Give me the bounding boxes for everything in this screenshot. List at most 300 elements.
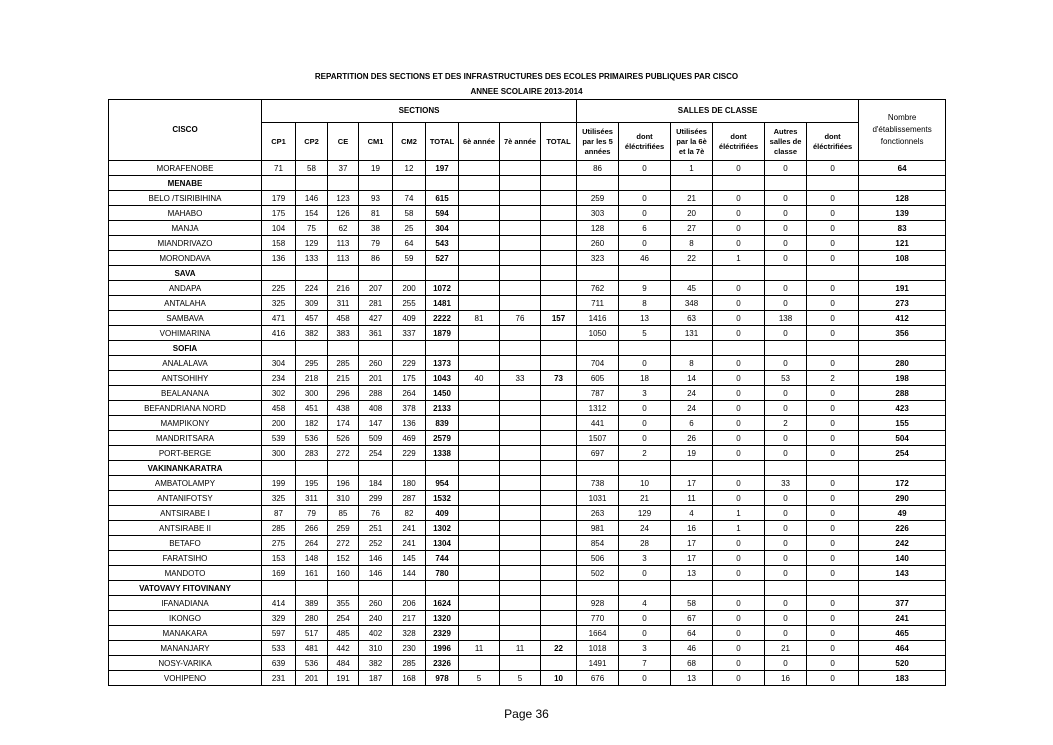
table-cell <box>541 431 577 446</box>
table-cell <box>577 266 619 281</box>
table-cell: 59 <box>393 251 426 266</box>
table-cell: 85 <box>328 506 359 521</box>
table-cell: 0 <box>713 401 765 416</box>
table-cell <box>459 446 500 461</box>
table-cell: 1450 <box>426 386 459 401</box>
table-cell: 711 <box>577 296 619 311</box>
table-cell <box>296 266 328 281</box>
table-cell: 0 <box>807 596 859 611</box>
table-cell: 0 <box>807 326 859 341</box>
table-cell <box>262 581 296 596</box>
table-cell: 144 <box>393 566 426 581</box>
table-cell: 0 <box>807 161 859 176</box>
table-cell: 1532 <box>426 491 459 506</box>
table-cell: 229 <box>393 446 426 461</box>
table-cell: 325 <box>262 296 296 311</box>
table-cell: 19 <box>359 161 393 176</box>
table-cell: 46 <box>619 251 671 266</box>
table-cell <box>500 611 541 626</box>
table-cell: 0 <box>713 191 765 206</box>
table-cell: 0 <box>807 626 859 641</box>
cisco-name: PORT-BERGE <box>109 446 262 461</box>
table-cell: 280 <box>296 611 328 626</box>
table-cell: 40 <box>459 371 500 386</box>
table-cell <box>426 581 459 596</box>
table-cell: 13 <box>671 671 713 686</box>
table-cell: 206 <box>393 596 426 611</box>
table-cell: 0 <box>765 326 807 341</box>
table-cell: 87 <box>262 506 296 521</box>
table-cell <box>541 386 577 401</box>
table-cell: 954 <box>426 476 459 491</box>
table-cell: 6 <box>619 221 671 236</box>
table-cell: 113 <box>328 251 359 266</box>
table-cell: 217 <box>393 611 426 626</box>
table-cell <box>619 341 671 356</box>
table-cell <box>541 656 577 671</box>
table-row <box>109 371 946 386</box>
table-cell: 0 <box>713 566 765 581</box>
table-cell <box>541 206 577 221</box>
table-cell <box>541 626 577 641</box>
table-row <box>109 446 946 461</box>
table-cell: 281 <box>359 296 393 311</box>
table-cell: 33 <box>765 476 807 491</box>
table-row <box>109 626 946 641</box>
table-row <box>109 251 946 266</box>
table-cell: 230 <box>393 641 426 656</box>
table-cell <box>359 461 393 476</box>
table-cell: 378 <box>393 401 426 416</box>
table-cell <box>671 461 713 476</box>
table-cell: 81 <box>359 206 393 221</box>
table-cell: 0 <box>807 401 859 416</box>
table-cell: 0 <box>619 161 671 176</box>
table-cell: 5 <box>459 671 500 686</box>
table-cell: 58 <box>393 206 426 221</box>
subheader-cell: dont éléctrifiées <box>713 123 765 161</box>
table-cell: 1481 <box>426 296 459 311</box>
table-cell <box>541 476 577 491</box>
table-cell: 770 <box>577 611 619 626</box>
table-cell: 310 <box>328 491 359 506</box>
table-cell: 383 <box>328 326 359 341</box>
table-cell <box>541 611 577 626</box>
table-cell: 198 <box>859 371 946 386</box>
subheader-cell: Utilisées par les 5 années <box>577 123 619 161</box>
table-cell: 64 <box>671 626 713 641</box>
table-cell: 241 <box>393 521 426 536</box>
table-cell <box>541 191 577 206</box>
table-cell <box>426 461 459 476</box>
table-cell: 0 <box>765 251 807 266</box>
table-cell <box>296 341 328 356</box>
table-cell: 252 <box>359 536 393 551</box>
table-cell <box>713 266 765 281</box>
cisco-name: NOSY-VARIKA <box>109 656 262 671</box>
table-cell: 389 <box>296 596 328 611</box>
subheader-cell: 7è année <box>500 123 541 161</box>
table-cell: 0 <box>807 551 859 566</box>
table-cell: 8 <box>671 236 713 251</box>
table-cell: 441 <box>577 416 619 431</box>
table-cell: 0 <box>619 356 671 371</box>
table-cell: 5 <box>500 671 541 686</box>
table-cell: 0 <box>713 491 765 506</box>
table-cell: 263 <box>577 506 619 521</box>
table-cell: 780 <box>426 566 459 581</box>
subheader-cell: Autres salles de classe <box>765 123 807 161</box>
table-cell: 0 <box>765 551 807 566</box>
table-cell: 157 <box>541 311 577 326</box>
table-cell: 11 <box>500 641 541 656</box>
table-cell: 64 <box>859 161 946 176</box>
table-cell: 16 <box>671 521 713 536</box>
table-cell <box>541 251 577 266</box>
table-cell <box>577 341 619 356</box>
table-cell <box>500 236 541 251</box>
table-cell: 615 <box>426 191 459 206</box>
table-cell: 81 <box>459 311 500 326</box>
table-cell <box>459 221 500 236</box>
table-cell: 260 <box>359 356 393 371</box>
table-cell: 0 <box>765 506 807 521</box>
table-cell: 254 <box>359 446 393 461</box>
table-cell <box>459 566 500 581</box>
table-cell <box>500 251 541 266</box>
table-cell: 2579 <box>426 431 459 446</box>
table-cell <box>459 326 500 341</box>
table-cell: 168 <box>393 671 426 686</box>
table-cell: 402 <box>359 626 393 641</box>
table-cell: 2326 <box>426 656 459 671</box>
table-cell <box>500 476 541 491</box>
cisco-name: BELO /TSIRIBIHINA <box>109 191 262 206</box>
table-cell <box>459 266 500 281</box>
table-cell <box>500 626 541 641</box>
table-cell: 86 <box>577 161 619 176</box>
table-cell: 0 <box>713 551 765 566</box>
subheader-cell: dont éléctrifiées <box>807 123 859 161</box>
table-cell: 241 <box>859 611 946 626</box>
table-cell: 136 <box>393 416 426 431</box>
table-cell: 13 <box>619 311 671 326</box>
table-cell: 311 <box>296 491 328 506</box>
table-cell: 199 <box>262 476 296 491</box>
table-cell <box>459 296 500 311</box>
table-cell: 259 <box>328 521 359 536</box>
table-cell: 21 <box>765 641 807 656</box>
table-cell: 0 <box>619 416 671 431</box>
table-cell <box>671 341 713 356</box>
table-cell: 704 <box>577 356 619 371</box>
table-cell: 158 <box>262 236 296 251</box>
region-row <box>109 266 946 281</box>
table-cell: 147 <box>359 416 393 431</box>
table-cell: 1 <box>713 506 765 521</box>
table-cell: 451 <box>296 401 328 416</box>
table-cell <box>296 176 328 191</box>
table-row <box>109 551 946 566</box>
table-cell: 325 <box>262 491 296 506</box>
table-cell <box>859 341 946 356</box>
table-cell <box>500 491 541 506</box>
table-cell: 1664 <box>577 626 619 641</box>
table-cell: 229 <box>393 356 426 371</box>
table-cell <box>541 326 577 341</box>
table-cell <box>500 581 541 596</box>
table-cell: 155 <box>859 416 946 431</box>
table-cell <box>619 176 671 191</box>
header-nombre: Nombre d'établissements fonctionnels <box>859 100 946 161</box>
table-cell: 509 <box>359 431 393 446</box>
table-cell: 136 <box>262 251 296 266</box>
table-cell <box>671 266 713 281</box>
table-cell: 240 <box>359 611 393 626</box>
table-cell <box>359 266 393 281</box>
table-cell: 140 <box>859 551 946 566</box>
table-cell: 2 <box>765 416 807 431</box>
table-row <box>109 161 946 176</box>
table-cell <box>459 521 500 536</box>
table-cell <box>426 341 459 356</box>
table-cell: 285 <box>328 356 359 371</box>
cisco-name: IKONGO <box>109 611 262 626</box>
table-cell: 1320 <box>426 611 459 626</box>
cisco-name: BETAFO <box>109 536 262 551</box>
table-cell: 175 <box>393 371 426 386</box>
table-cell: 311 <box>328 296 359 311</box>
table-cell <box>500 206 541 221</box>
table-cell: 129 <box>296 236 328 251</box>
table-cell: 200 <box>393 281 426 296</box>
table-cell <box>500 161 541 176</box>
table-cell: 82 <box>393 506 426 521</box>
region-name: SAVA <box>109 266 262 281</box>
table-cell: 1302 <box>426 521 459 536</box>
table-cell: 1 <box>713 251 765 266</box>
subheader-cell: Utilisées par la 6è et la 7è <box>671 123 713 161</box>
cisco-name: ANALALAVA <box>109 356 262 371</box>
cisco-name: VOHIPENO <box>109 671 262 686</box>
cisco-name: ANTANIFOTSY <box>109 491 262 506</box>
table-cell: 356 <box>859 326 946 341</box>
table-cell: 337 <box>393 326 426 341</box>
table-cell: 526 <box>328 431 359 446</box>
table-cell: 0 <box>765 431 807 446</box>
table-cell <box>765 461 807 476</box>
table-cell: 215 <box>328 371 359 386</box>
table-cell: 527 <box>426 251 459 266</box>
table-cell: 73 <box>541 371 577 386</box>
table-cell <box>500 386 541 401</box>
cisco-name: SAMBAVA <box>109 311 262 326</box>
table-cell: 481 <box>296 641 328 656</box>
subheader-cell: TOTAL <box>541 123 577 161</box>
table-cell: 676 <box>577 671 619 686</box>
cisco-name: FARATSIHO <box>109 551 262 566</box>
table-cell <box>459 341 500 356</box>
table-cell: 128 <box>577 221 619 236</box>
table-cell: 1416 <box>577 311 619 326</box>
cisco-name: ANTSIRABE II <box>109 521 262 536</box>
table-cell: 8 <box>619 296 671 311</box>
table-cell: 597 <box>262 626 296 641</box>
table-cell: 0 <box>807 446 859 461</box>
table-cell: 0 <box>619 206 671 221</box>
table-cell: 2222 <box>426 311 459 326</box>
table-cell <box>541 296 577 311</box>
table-cell: 738 <box>577 476 619 491</box>
table-cell <box>459 551 500 566</box>
table-cell: 38 <box>359 221 393 236</box>
table-cell <box>459 281 500 296</box>
table-cell: 300 <box>296 386 328 401</box>
table-cell: 195 <box>296 476 328 491</box>
table-cell: 355 <box>328 596 359 611</box>
table-cell: 0 <box>713 626 765 641</box>
table-cell <box>541 221 577 236</box>
table-row <box>109 326 946 341</box>
table-cell <box>393 266 426 281</box>
table-cell <box>459 416 500 431</box>
table-cell: 0 <box>765 611 807 626</box>
table-cell: 3 <box>619 551 671 566</box>
table-row <box>109 671 946 686</box>
table-cell: 502 <box>577 566 619 581</box>
table-cell <box>500 341 541 356</box>
table-cell <box>426 266 459 281</box>
table-cell <box>671 581 713 596</box>
table-cell <box>541 266 577 281</box>
table-cell: 68 <box>671 656 713 671</box>
table-cell <box>541 536 577 551</box>
table-cell: 0 <box>713 446 765 461</box>
table-row <box>109 206 946 221</box>
table-cell: 146 <box>359 551 393 566</box>
table-cell: 536 <box>296 656 328 671</box>
table-cell: 138 <box>765 311 807 326</box>
table-cell: 0 <box>713 416 765 431</box>
table-cell: 201 <box>296 671 328 686</box>
table-cell <box>713 581 765 596</box>
table-cell <box>500 296 541 311</box>
table-cell: 543 <box>426 236 459 251</box>
table-cell: 464 <box>859 641 946 656</box>
table-row <box>109 236 946 251</box>
table-cell: 24 <box>671 401 713 416</box>
table-cell: 0 <box>807 296 859 311</box>
table-row <box>109 641 946 656</box>
table-cell: 17 <box>671 476 713 491</box>
region-row <box>109 176 946 191</box>
table-cell: 533 <box>262 641 296 656</box>
table-cell: 310 <box>359 641 393 656</box>
table-cell: 1072 <box>426 281 459 296</box>
table-cell: 266 <box>296 521 328 536</box>
table-cell <box>577 581 619 596</box>
table-row <box>109 431 946 446</box>
table-cell <box>328 581 359 596</box>
table-cell: 1312 <box>577 401 619 416</box>
table-cell: 0 <box>765 446 807 461</box>
table-cell: 0 <box>765 296 807 311</box>
table-cell: 169 <box>262 566 296 581</box>
table-cell: 303 <box>577 206 619 221</box>
table-cell: 9 <box>619 281 671 296</box>
cisco-name: IFANADIANA <box>109 596 262 611</box>
table-cell <box>328 176 359 191</box>
table-cell: 7 <box>619 656 671 671</box>
cisco-name: BEFANDRIANA NORD <box>109 401 262 416</box>
table-cell: 465 <box>859 626 946 641</box>
table-cell: 469 <box>393 431 426 446</box>
subheader-cell: CP2 <box>296 123 328 161</box>
table-cell <box>459 176 500 191</box>
table-cell <box>500 266 541 281</box>
table-cell: 520 <box>859 656 946 671</box>
cisco-name: MORAFENOBE <box>109 161 262 176</box>
table-cell: 83 <box>859 221 946 236</box>
table-cell <box>541 551 577 566</box>
table-cell: 787 <box>577 386 619 401</box>
table-row <box>109 416 946 431</box>
table-cell: 260 <box>359 596 393 611</box>
table-cell: 0 <box>807 611 859 626</box>
table-cell: 304 <box>262 356 296 371</box>
table-cell: 5 <box>619 326 671 341</box>
table-cell: 200 <box>262 416 296 431</box>
table-cell <box>500 551 541 566</box>
table-cell <box>500 446 541 461</box>
table-cell: 160 <box>328 566 359 581</box>
table-cell <box>713 341 765 356</box>
table-row <box>109 296 946 311</box>
cisco-name: ANTALAHA <box>109 296 262 311</box>
table-cell: 423 <box>859 401 946 416</box>
table-cell <box>296 461 328 476</box>
table-cell <box>393 461 426 476</box>
table-cell: 216 <box>328 281 359 296</box>
table-cell: 0 <box>807 191 859 206</box>
table-cell: 377 <box>859 596 946 611</box>
table-cell: 86 <box>359 251 393 266</box>
table-cell <box>713 461 765 476</box>
table-cell <box>359 176 393 191</box>
table-cell: 74 <box>393 191 426 206</box>
table-cell: 0 <box>807 476 859 491</box>
table-cell <box>500 191 541 206</box>
table-cell: 76 <box>359 506 393 521</box>
header-salles: SALLES DE CLASSE <box>577 100 859 123</box>
table-cell <box>807 581 859 596</box>
table-cell <box>500 461 541 476</box>
table-cell: 0 <box>765 521 807 536</box>
table-cell: 300 <box>262 446 296 461</box>
table-cell <box>500 326 541 341</box>
table-cell <box>541 401 577 416</box>
table-row <box>109 506 946 521</box>
table-cell: 0 <box>807 671 859 686</box>
table-cell: 226 <box>859 521 946 536</box>
table-cell <box>541 176 577 191</box>
table-cell: 442 <box>328 641 359 656</box>
table-cell: 242 <box>859 536 946 551</box>
table-cell: 45 <box>671 281 713 296</box>
table-cell <box>541 491 577 506</box>
table-cell: 361 <box>359 326 393 341</box>
table-cell <box>500 416 541 431</box>
